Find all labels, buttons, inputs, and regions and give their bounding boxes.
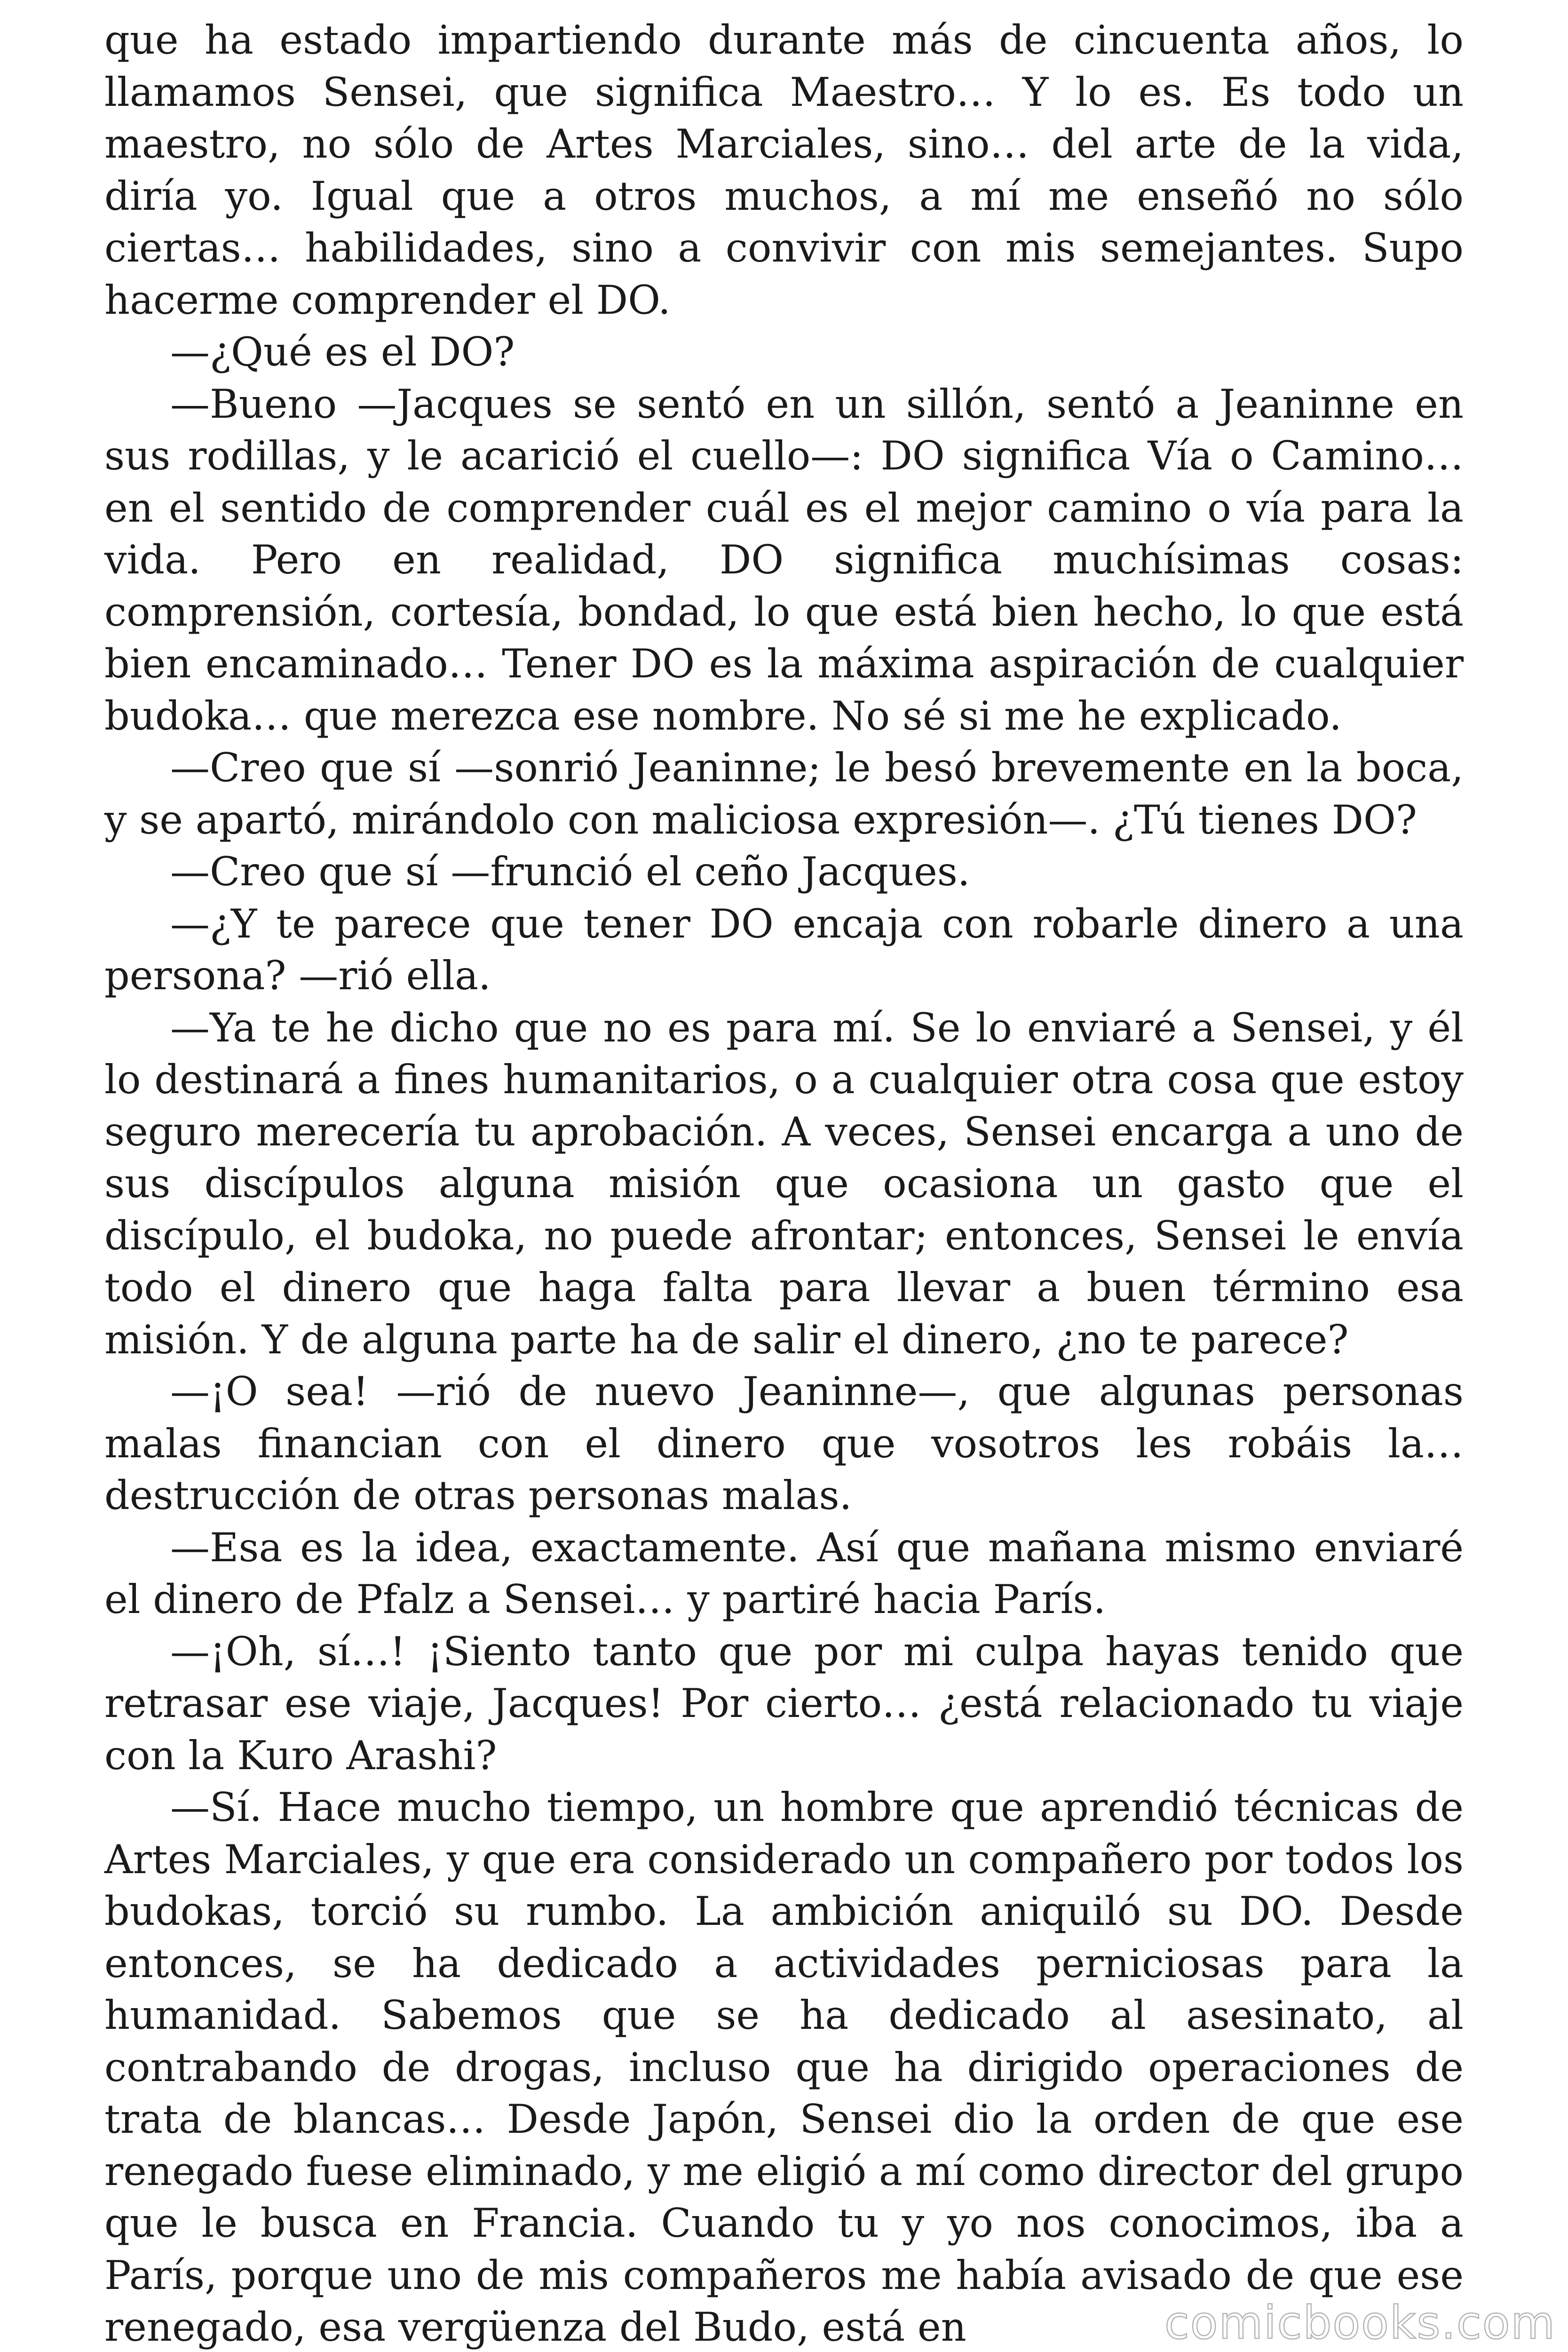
watermark: comicbooks.com [1164,2296,1556,2349]
dialogue-paragraph: —¿Y te parece que tener DO encaja con robarle dinero a una persona? —rió ella. [104,900,1464,999]
body-text [104,14,1464,2352]
dialogue-paragraph: —Ya te he dicho que no es para mí. Se lo enviaré a Sensei, y él lo destinará a fines humanitarios, o a cualquier otra cosa que estoy seguro merecería tu aprobación. A veces, Sensei encarga a uno de sus discípulos alguna misión que ocasiona un gasto que el discípulo, el budoka, no puede afrontar; entonces, Sensei le envía todo el dinero que haga falta para llevar a buen término esa misión. Y de alguna parte ha de salir el dinero, ¿no te parece? [104,1004,1464,1363]
dialogue-paragraph: —¿Qué es el DO? [170,329,515,375]
dialogue-paragraph: —Bueno —Jacques se sentó en un sillón, sentó a Jeaninne en sus rodillas, y le acarició el cuello—: DO significa Vía o Camino… en el sentido de comprender cuál es el mejor camino o vía para la vida. Pero en realidad, DO significa muchísimas cosas: comprensión, cortesía, bondad, lo que está bien hecho, lo que está bien encaminado… Tener DO es la máxima aspiración de cualquier budoka… que merezca ese nombre. No sé si me he explicado. [104,381,1464,739]
dialogue-paragraph: —Sí. Hace mucho tiempo, un hombre que aprendió técnicas de Artes Marciales, y que era considerado un compañero por todos los budokas, torció su rumbo. La ambición aniquiló su DO. Desde entonces, se ha dedicado a actividades perniciosas para la humanidad. Sabemos que se ha dedicado al asesinato, al contrabando de drogas, incluso que ha dirigido operaciones de trata de blancas… Desde Japón, Sensei dio la orden de que ese renegado fuese eliminado, y me eligió a mí como director del grupo que le busca en Francia. Cuando tu y yo nos conocimos, iba a París, porque uno de mis compañeros me había avisado de que ese renegado, esa vergüenza del Budo, está en [104,1784,1464,2350]
dialogue-paragraph: —¡Oh, sí…! ¡Siento tanto que por mi culpa hayas tenido que retrasar ese viaje, Jacques! Por cierto… ¿está relacionado tu viaje con la Kuro Arashi? [104,1628,1464,1779]
paragraph-continuation: que ha estado impartiendo durante más de cincuenta años, lo llamamos Sensei, que significa Maestro… Y lo es. Es todo un maestro, no sólo de Artes Marciales, sino… del arte de la vida, diría yo. Igual que a otros muchos, a mí me enseñó no sólo ciertas… habilidades, sino a convivir con mis semejantes. Supo hacerme comprender el DO. [104,17,1464,323]
dialogue-paragraph: —Esa es la idea, exactamente. Así que mañana mismo enviaré el dinero de Pfalz a Sensei… y partiré hacia París. [104,1524,1464,1622]
dialogue-paragraph: —¡O sea! —rió de nuevo Jeaninne—, que algunas personas malas financian con el dinero que vosotros les robáis la… destrucción de otras personas malas. [104,1368,1464,1518]
dialogue-paragraph: —Creo que sí —sonrió Jeaninne; le besó brevemente en la boca, y se apartó, mirándolo con maliciosa expresión—. ¿Tú tienes DO? [104,745,1464,843]
dialogue-paragraph: —Creo que sí —frunció el ceño Jacques. [170,849,970,895]
